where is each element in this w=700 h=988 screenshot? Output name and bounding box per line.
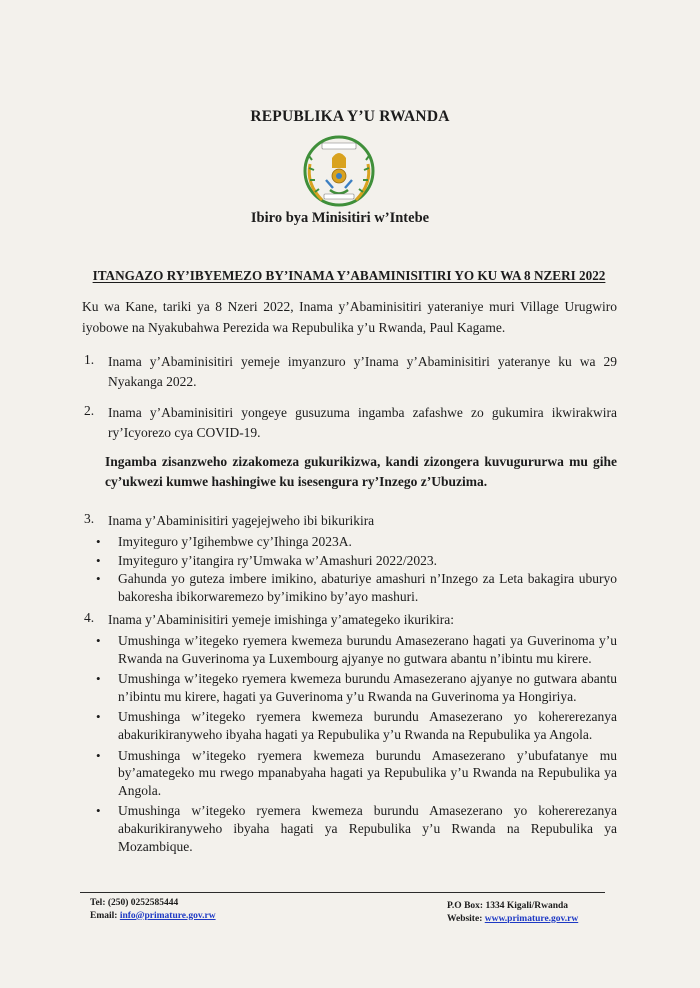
item-text: Inama y’Abaminisitiri yemeje imishinga y’amategeko ikurikira: [108,612,455,627]
bullet-item: • Umushinga w’itegeko ryemera kwemeza burundu Amasezerano ajyanye no gutwara abantu n’ibintu mu kirere, hagati ya Guverinoma y’u Rwanda na Guverinoma ya Hongiriya. [84,670,617,705]
bullet-item: • Gahunda yo guteza imbere imikino, abaturiye amashuri n’Inzego za Leta bakagira uburyo bakoresha ibikorwaremezo by’imikino by’ayo mashuri. [84,570,617,605]
item-number: 2. [84,403,95,418]
item-number: 4. [84,610,95,625]
item-text: Inama y’Abaminisitiri yagejejweho ibi bikurikira [108,513,375,528]
office-name: Ibiro bya Minisitiri w’Intebe [250,210,430,226]
bullet-item: • Imyiteguro y’Igihembwe cy’Ihinga 2023A. [84,533,617,551]
website-link[interactable]: www.primature.gov.rw [484,913,579,924]
document-title: ITANGAZO RY’IBYEMEZO BY’INAMA Y’ABAMINISITIRI YO KU WA 8 NZERI 2022 [92,268,606,283]
footer-website-line [447,913,578,926]
footer-website-label: Website: [447,913,485,924]
item-number: 1. [84,352,95,367]
footer-tel: Tel: (250) 0252585444 [90,898,179,908]
list-item-3 [84,511,617,606]
list-item-1 [84,352,617,392]
footer-divider [80,892,605,893]
intro-paragraph: Ku wa Kane, tariki ya 8 Nzeri 2022, Inama y’Abaminisitiri yateraniye muri Village Urugwiro iyobowe na Nyakubahwa Perezida wa Repubulika y’u Rwanda, Paul Kagame. [82,299,617,335]
bullet-item: • Imyiteguro y’itangira ry’Umwaka w’Amashuri 2022/2023. [84,552,617,570]
republic-heading: REPUBLIKA Y’U RWANDA [250,108,450,125]
item-text: Inama y’Abaminisitiri yongeye gusuzuma ingamba zafashwe zo gukumira ikwirakwira ry’Icyorezo cya COVID-19. [108,405,617,440]
item-3-bullets [84,533,617,605]
bullet-item: • Umushinga w’itegeko ryemera kwemeza burundu Amasezerano hagati ya Guverinoma y’u Rwanda na Guverinoma ya Luxembourg ajyanye no gutwara abantu n’ibintu mu kirere. [84,632,617,667]
footer-email-label: Email: [90,910,120,921]
list-item-2 [84,403,617,443]
footer-pobox: P.O Box: 1334 Kigali/Rwanda [447,901,569,911]
bullet-item: • Umushinga w’itegeko ryemera kwemeza burundu Amasezerano yo kohererezanya abakurikiranyweho ibyaha hagati ya Repubulika y’u Rwanda na Repubulika ya Mozambique. [84,802,617,855]
item-4-bullets [84,632,617,855]
footer-address [447,900,578,925]
bullet-item: • Umushinga w’itegeko ryemera kwemeza burundu Amasezerano yo kohererezanya abakurikiranyweho ibyaha hagati ya Repubulika y’u Rwanda na Repubulika ya Angola. [84,708,617,743]
list-item-4 [84,610,617,858]
email-link[interactable]: info@primature.gov.rw [119,910,216,921]
bullet-item: • Umushinga w’itegeko ryemera kwemeza burundu Amasezerano y’ubufatanye mu by’amategeko mu rwego mpanabyaha hagati ya Repubulika y’u Rwanda na Repubulika ya Angola. [84,747,617,800]
national-emblem-icon [302,134,376,208]
emphasis-paragraph: Ingamba zisanzweho zizakomeza gukurikizwa, kandi zizongera kuvugururwa mu gihe cy’ukwezi kumwe hashingiwe ku isesengura ry’Inzego z’Ubuzima. [105,454,617,489]
footer-email-line [90,910,216,923]
footer-contact [90,897,216,922]
item-number: 3. [84,511,95,526]
item-text: Inama y’Abaminisitiri yemeje imyanzuro y’Inama y’Abaminisitiri yateranye ku wa 29 Nyakanga 2022. [108,354,617,389]
